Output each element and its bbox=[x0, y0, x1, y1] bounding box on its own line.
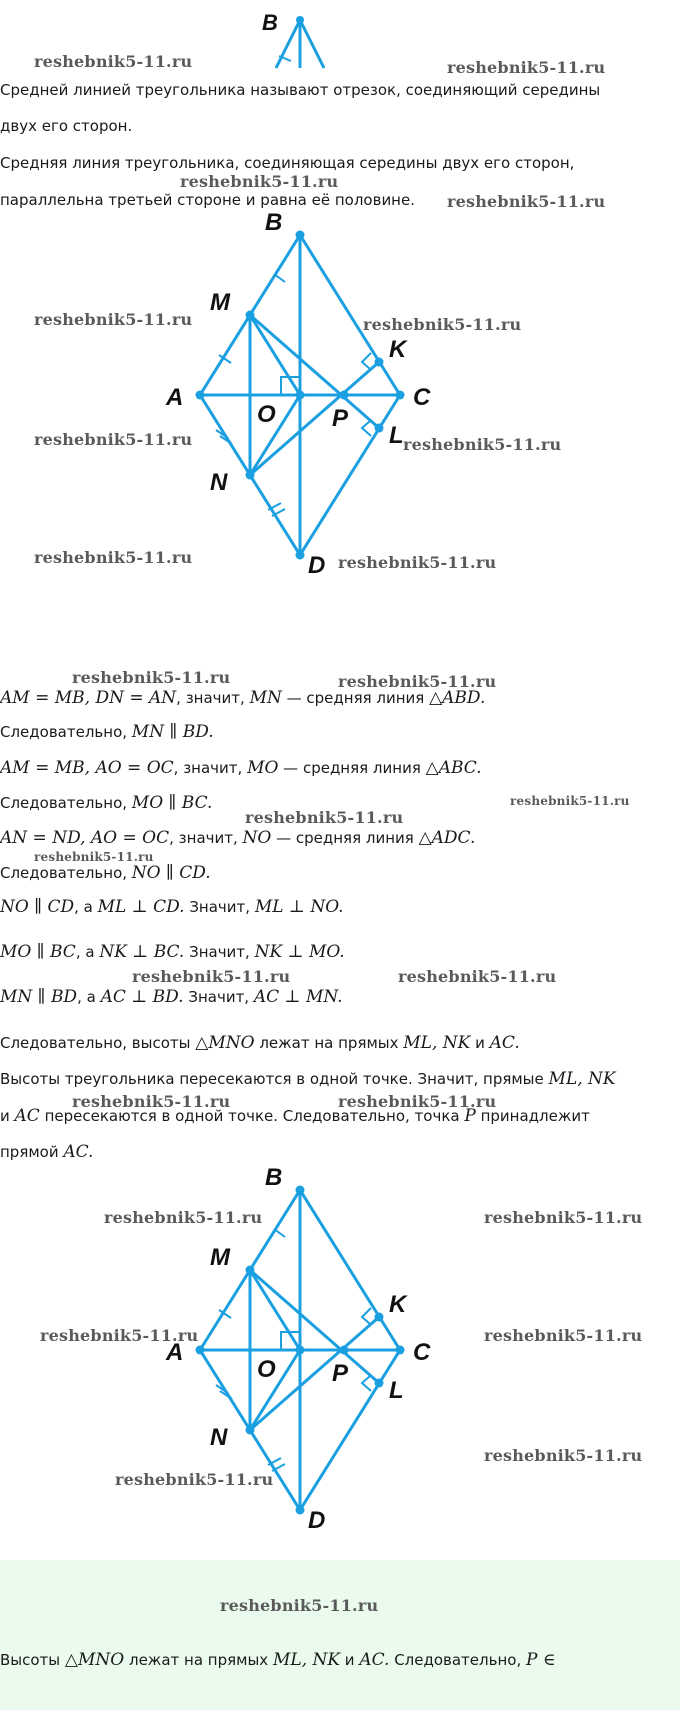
watermark: reshebnik5-11.ru bbox=[34, 430, 193, 449]
watermark: reshebnik5-11.ru bbox=[40, 1326, 199, 1345]
label-a: A bbox=[166, 1339, 184, 1366]
watermark: reshebnik5-11.ru bbox=[34, 850, 154, 864]
label-p: P bbox=[332, 405, 349, 432]
answer-panel bbox=[0, 1560, 680, 1710]
watermark: reshebnik5-11.ru bbox=[132, 967, 291, 986]
label-k: K bbox=[389, 1291, 407, 1318]
watermark: reshebnik5-11.ru bbox=[447, 192, 606, 211]
proof-line: Следовательно, NO ∥ CD. bbox=[0, 863, 211, 883]
watermark: reshebnik5-11.ru bbox=[34, 548, 193, 567]
proof-line: Следовательно, высоты △MNO лежат на прямых ML, NK и AC. bbox=[0, 1033, 520, 1053]
definition-line: двух его сторон. bbox=[0, 117, 133, 135]
proof-line: прямой AC. bbox=[0, 1142, 94, 1162]
proof-line: и AC пересекаются в одной точке. Следовательно, точка P принадлежит bbox=[0, 1106, 590, 1126]
proof-line: Высоты треугольника пересекаются в одной точке. Значит, прямые ML, NK bbox=[0, 1069, 616, 1089]
label-l: L bbox=[389, 422, 404, 449]
label-b: B bbox=[262, 10, 278, 35]
label-b: B bbox=[265, 209, 283, 236]
theorem-line: Средняя линия треугольника, соединяющая середины двух его сторон, bbox=[0, 154, 575, 172]
label-n: N bbox=[210, 469, 228, 496]
panel-line: Высоты △MNO лежат на прямых ML, NK и AC. Следовательно, P ∈ bbox=[0, 1650, 556, 1670]
label-l: L bbox=[389, 1377, 404, 1404]
proof-line: Следовательно, MN ∥ BD. bbox=[0, 722, 214, 742]
watermark: reshebnik5-11.ru bbox=[180, 172, 339, 191]
watermark: reshebnik5-11.ru bbox=[72, 668, 231, 687]
label-n: N bbox=[210, 1424, 228, 1451]
watermark: reshebnik5-11.ru bbox=[338, 1092, 497, 1111]
label-m: M bbox=[210, 289, 230, 316]
watermark: reshebnik5-11.ru bbox=[34, 52, 193, 71]
watermark: reshebnik5-11.ru bbox=[447, 58, 606, 77]
watermark: reshebnik5-11.ru bbox=[115, 1470, 274, 1489]
watermark: reshebnik5-11.ru bbox=[484, 1326, 643, 1345]
watermark: reshebnik5-11.ru bbox=[510, 794, 630, 808]
label-o: O bbox=[257, 401, 276, 428]
label-o: O bbox=[257, 1356, 276, 1383]
watermark: reshebnik5-11.ru bbox=[403, 435, 562, 454]
watermark: reshebnik5-11.ru bbox=[338, 672, 497, 691]
watermark: reshebnik5-11.ru bbox=[338, 553, 497, 572]
watermark: reshebnik5-11.ru bbox=[104, 1208, 263, 1227]
label-c: C bbox=[413, 384, 431, 411]
proof-line: MN ∥ BD, а AC ⊥ BD. Значит, AC ⊥ MN. bbox=[0, 987, 343, 1007]
theorem-line: параллельна третьей стороне и равна её половине. bbox=[0, 191, 415, 209]
watermark: reshebnik5-11.ru bbox=[34, 310, 193, 329]
proof-line: NO ∥ CD, а ML ⊥ CD. Значит, ML ⊥ NO. bbox=[0, 897, 344, 917]
label-m: M bbox=[210, 1244, 230, 1271]
watermark: reshebnik5-11.ru bbox=[363, 315, 522, 334]
label-b: B bbox=[265, 1164, 283, 1191]
label-p: P bbox=[332, 1360, 349, 1387]
definition-line: Средней линией треугольника называют отрезок, соединяющий середины bbox=[0, 81, 601, 99]
label-a: A bbox=[166, 384, 184, 411]
label-c: C bbox=[413, 1339, 431, 1366]
label-k: K bbox=[389, 336, 407, 363]
proof-line: Следовательно, MO ∥ BC. bbox=[0, 793, 213, 813]
proof-line: AM = MB, AO = OC, значит, MO — средняя линия △ABC. bbox=[0, 758, 482, 778]
watermark: reshebnik5-11.ru bbox=[484, 1446, 643, 1465]
proof-line: MO ∥ BC, а NK ⊥ BC. Значит, NK ⊥ MO. bbox=[0, 942, 345, 962]
watermark: reshebnik5-11.ru bbox=[245, 808, 404, 827]
watermark: reshebnik5-11.ru bbox=[484, 1208, 643, 1227]
label-d: D bbox=[308, 552, 326, 579]
rhombus-figure bbox=[0, 200, 680, 580]
watermark: reshebnik5-11.ru bbox=[220, 1596, 379, 1615]
proof-line: AM = MB, DN = AN, значит, MN — средняя линия △ABD. bbox=[0, 688, 486, 708]
label-d: D bbox=[308, 1507, 326, 1534]
proof-line: AN = ND, AO = OC, значит, NO — средняя линия △ADC. bbox=[0, 828, 476, 848]
watermark: reshebnik5-11.ru bbox=[72, 1092, 231, 1111]
watermark: reshebnik5-11.ru bbox=[398, 967, 557, 986]
